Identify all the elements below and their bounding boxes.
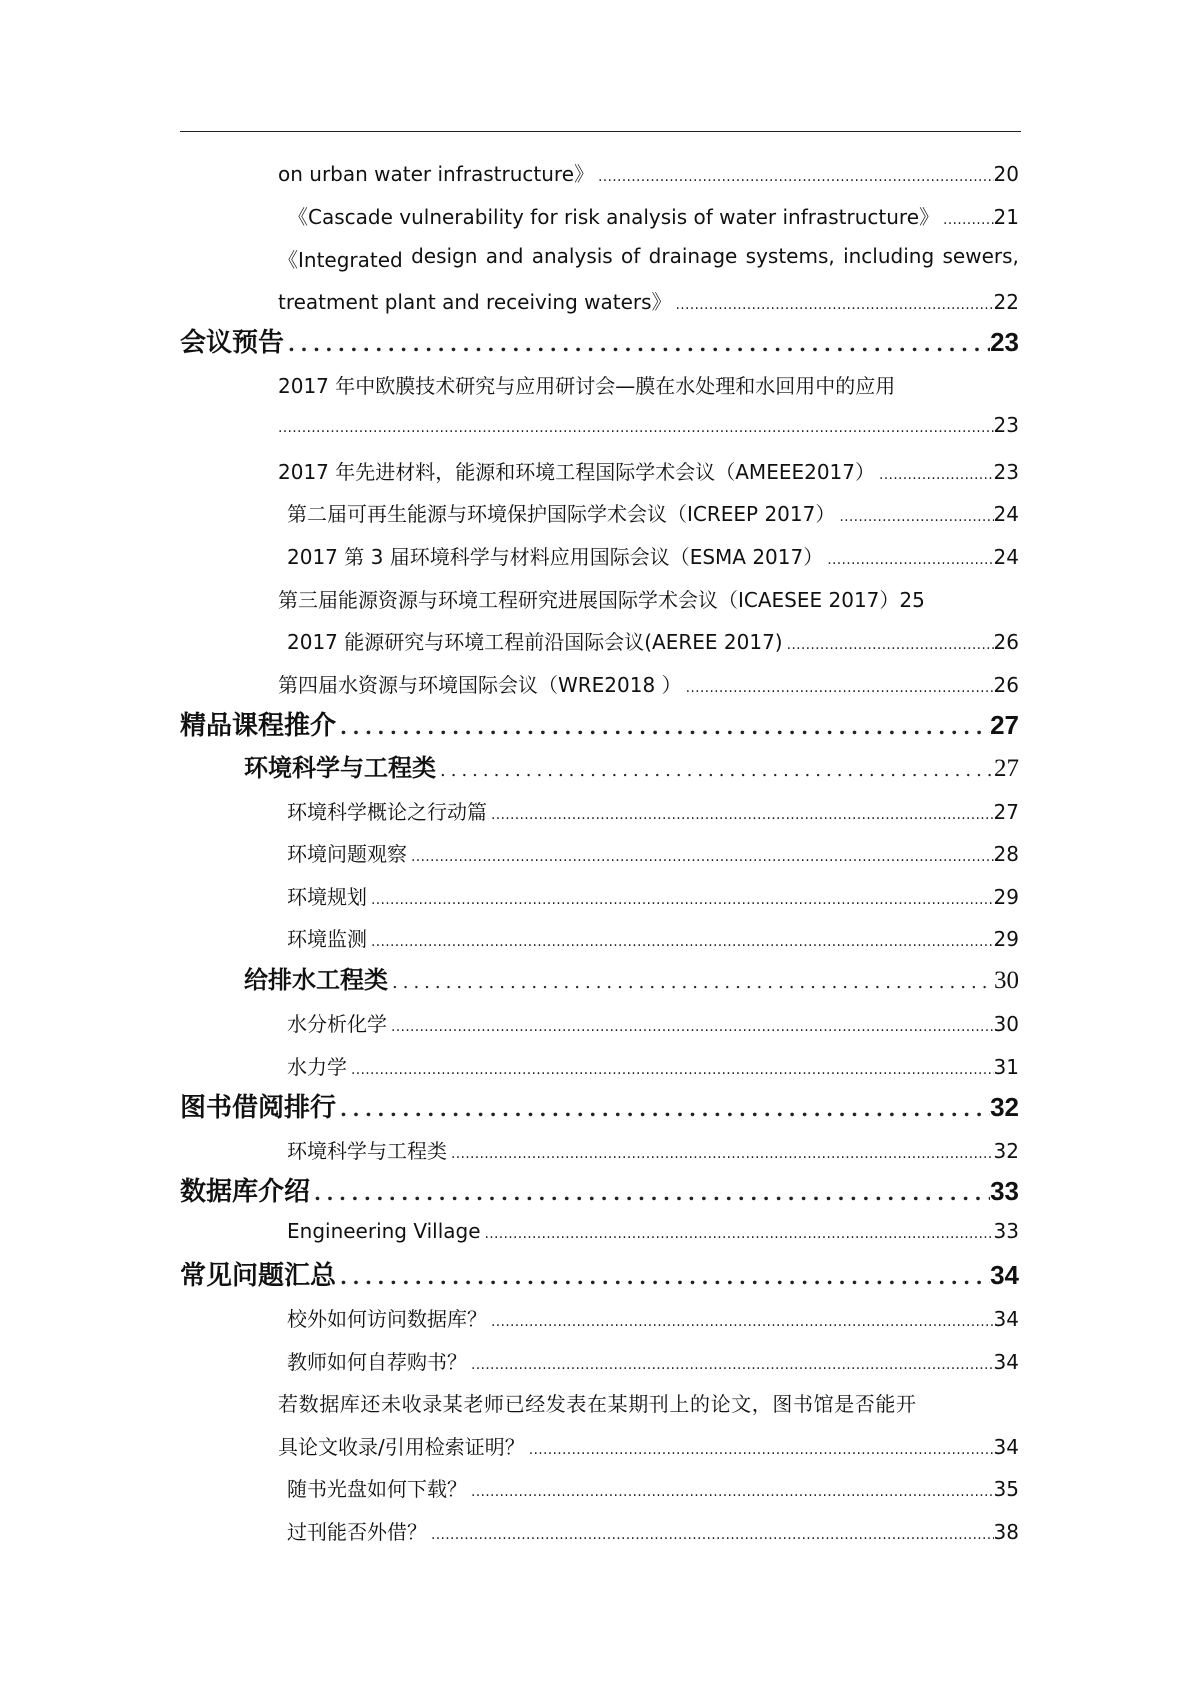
toc-entry[interactable]: [278, 456, 1019, 485]
leader-dots: [939, 212, 994, 228]
toc-section-title: 环境科学与工程类: [244, 753, 436, 782]
leader-dots: [336, 1097, 990, 1121]
toc-entry-title: 第二届可再生能源与环境保护国际学术会议（ICREEP 2017）: [287, 502, 836, 526]
toc-entry-title: 随书光盘如何下载？: [287, 1477, 467, 1501]
toc-chapter-entry[interactable]: [180, 705, 1019, 742]
toc-entry[interactable]: [287, 541, 1019, 570]
toc-entry-wrapped-line[interactable]: [278, 244, 1019, 273]
leader-dots: [284, 332, 990, 356]
toc-chapter-entry[interactable]: [180, 1255, 1019, 1292]
toc-entry[interactable]: [278, 286, 1019, 315]
toc-entry-title: 第三届能源资源与环境工程研究进展国际学术会议（ICAESEE 2017）: [278, 588, 900, 612]
toc-entry-title: 《Cascade vulnerability for risk analysis of water infrastructure》: [288, 205, 939, 229]
toc-entry-wrapped-line[interactable]: [278, 370, 1019, 399]
toc-entry-title: 水分析化学: [287, 1012, 387, 1036]
toc-entry[interactable]: [278, 584, 1019, 613]
toc-entry[interactable]: [278, 158, 1019, 187]
toc-chapter-page: 34: [990, 1260, 1019, 1290]
leader-dots: [875, 467, 994, 483]
leader-dots: [347, 1062, 994, 1078]
toc-entry-page: 34: [993, 1435, 1019, 1459]
leader-dots: [823, 552, 993, 568]
leader-dots: [594, 169, 994, 185]
toc-section-title: 给排水工程类: [244, 965, 388, 994]
leader-dots: [278, 420, 994, 436]
toc-entry[interactable]: [287, 838, 1019, 867]
toc-entry-page: 26: [993, 673, 1019, 697]
leader-dots: [525, 1442, 994, 1458]
toc-entry-page: 23: [993, 413, 1019, 437]
toc-entry-page: 21: [993, 205, 1019, 229]
leader-dots: [467, 1484, 994, 1500]
leader-dots: [407, 849, 994, 865]
toc-entry-page: 26: [993, 630, 1019, 654]
toc-entry[interactable]: [287, 1051, 1019, 1080]
toc-entry-page: 35: [993, 1477, 1019, 1501]
toc-entry-title: 过刊能否外借？: [287, 1520, 427, 1544]
toc-entry-title: 校外如何访问数据库？: [287, 1307, 487, 1331]
leader-dots: [672, 297, 994, 313]
toc-entry[interactable]: [287, 796, 1019, 825]
toc-entry-title: 第四届水资源与环境国际会议（WRE2018 ）: [278, 673, 682, 697]
toc-entry-title: 教师如何自荐购书？: [287, 1350, 467, 1374]
toc-entry-title: 环境监测: [287, 927, 367, 951]
leader-dots: [682, 680, 994, 696]
leader-dots: [487, 1314, 994, 1330]
leader-dots: [487, 807, 994, 823]
toc-chapter-entry[interactable]: [180, 322, 1019, 359]
leader-dots: [783, 637, 994, 653]
toc-entry[interactable]: [287, 881, 1019, 910]
toc-chapter-page: 33: [990, 1176, 1019, 1206]
toc-entry[interactable]: [287, 1303, 1019, 1332]
toc-word: and: [485, 244, 524, 268]
toc-entry[interactable]: [287, 923, 1019, 952]
toc-entry-title: 水力学: [287, 1055, 347, 1079]
toc-entry[interactable]: [278, 669, 1019, 698]
toc-section-entry[interactable]: [244, 748, 1019, 783]
toc-entry-page: 27: [993, 800, 1019, 824]
toc-word: including: [843, 244, 935, 268]
leader-dots: [427, 1527, 994, 1543]
toc-entry-page: 38: [993, 1520, 1019, 1544]
toc-chapter-page: 27: [990, 710, 1019, 740]
toc-entry[interactable]: [287, 1135, 1019, 1164]
toc-entry-page: 30: [993, 1012, 1019, 1036]
toc-entry-page: 25: [899, 588, 925, 612]
toc-word: analysis: [531, 244, 613, 268]
toc-entry-title: 环境科学概论之行动篇: [287, 800, 487, 824]
leader-dots: [436, 760, 994, 781]
toc-entry-page: 32: [993, 1139, 1019, 1163]
leader-dots: [388, 972, 994, 993]
toc-entry-title: 2017 第 3 届环境科学与材料应用国际会议（ESMA 2017）: [287, 545, 824, 569]
toc-word: design: [411, 244, 478, 268]
toc-entry-page: 24: [993, 545, 1019, 569]
toc-entry-title: 2017 年中欧膜技术研究与应用研讨会—膜在水处理和水回用中的应用: [278, 374, 896, 398]
leader-dots: [367, 934, 994, 950]
toc-entry[interactable]: [287, 498, 1019, 527]
toc-entry-title: 环境规划: [287, 885, 367, 909]
leader-dots: [835, 509, 993, 525]
toc-chapter-title: 数据库介绍: [180, 1177, 311, 1207]
toc-entry-page: 31: [993, 1055, 1019, 1079]
toc-entry-page: 29: [993, 927, 1019, 951]
toc-entry-page: 33: [993, 1219, 1019, 1243]
toc-entry-page: 23: [993, 460, 1019, 484]
toc-entry-title: 具论文收录/引用检索证明？: [278, 1435, 525, 1459]
leader-dots: [367, 892, 994, 908]
toc-chapter-title: 精品课程推介: [180, 711, 337, 741]
toc-entry-page: 22: [993, 290, 1019, 314]
toc-entry-page: 34: [993, 1307, 1019, 1331]
toc-entry-title: 环境问题观察: [287, 842, 407, 866]
toc-entry-page: 20: [993, 162, 1019, 186]
leader-dots: [336, 715, 990, 739]
toc-entry-page: 34: [993, 1350, 1019, 1374]
toc-entry-title: 2017 能源研究与环境工程前沿国际会议(AEREE 2017): [287, 630, 783, 654]
toc-entry-page: 24: [993, 502, 1019, 526]
toc-section-entry[interactable]: [244, 960, 1019, 995]
toc-entry[interactable]: [278, 1431, 1019, 1460]
toc-word: of: [621, 244, 641, 268]
toc-chapter-entry[interactable]: [180, 1087, 1019, 1124]
toc-word: 《Integrated: [278, 248, 403, 272]
toc-entry-title: 环境科学与工程类: [287, 1139, 447, 1163]
toc-chapter-title: 图书借阅排行: [180, 1093, 337, 1123]
leader-dots: [481, 1226, 994, 1242]
leader-dots: [467, 1357, 994, 1373]
toc-entry[interactable]: [287, 1516, 1019, 1545]
toc-word: systems,: [745, 244, 835, 268]
toc-entry[interactable]: [287, 1473, 1019, 1502]
toc-entry-title: treatment plant and receiving waters》: [278, 290, 672, 314]
header-rule: [180, 131, 1021, 132]
toc-chapter-title: 会议预告: [180, 328, 285, 358]
toc-entry-page: 28: [993, 842, 1019, 866]
toc-entry-title: 2017 年先进材料，能源和环境工程国际学术会议（AMEEE2017）: [278, 460, 876, 484]
toc-entry-wrapped-line[interactable]: [278, 1388, 1019, 1417]
leader-dots: [310, 1181, 990, 1205]
leader-dots: [336, 1265, 990, 1289]
toc-entry-page: 29: [993, 885, 1019, 909]
toc-entry[interactable]: [287, 626, 1019, 655]
toc-chapter-page: 32: [990, 1092, 1019, 1122]
toc-entry[interactable]: [278, 413, 1019, 437]
toc-section-page: 27: [994, 755, 1019, 782]
toc-entry[interactable]: [287, 1219, 1019, 1243]
toc-entry[interactable]: [287, 1008, 1019, 1037]
leader-dots: [387, 1019, 994, 1035]
toc-section-page: 30: [994, 967, 1019, 994]
toc-entry-title: 若数据库还未收录某老师已经发表在某期刊上的论文，图书馆是否能开: [278, 1392, 917, 1416]
toc-entry-title: Engineering Village: [287, 1219, 481, 1243]
toc-chapter-page: 23: [990, 327, 1019, 357]
leader-dots: [447, 1146, 994, 1162]
toc-entry[interactable]: [288, 201, 1019, 230]
toc-entry[interactable]: [287, 1346, 1019, 1375]
toc-word: drainage: [648, 244, 738, 268]
toc-chapter-entry[interactable]: [180, 1171, 1019, 1208]
toc-word: sewers,: [942, 244, 1019, 268]
toc-chapter-title: 常见问题汇总: [180, 1261, 337, 1291]
toc-entry-title: on urban water infrastructure》: [278, 162, 595, 186]
